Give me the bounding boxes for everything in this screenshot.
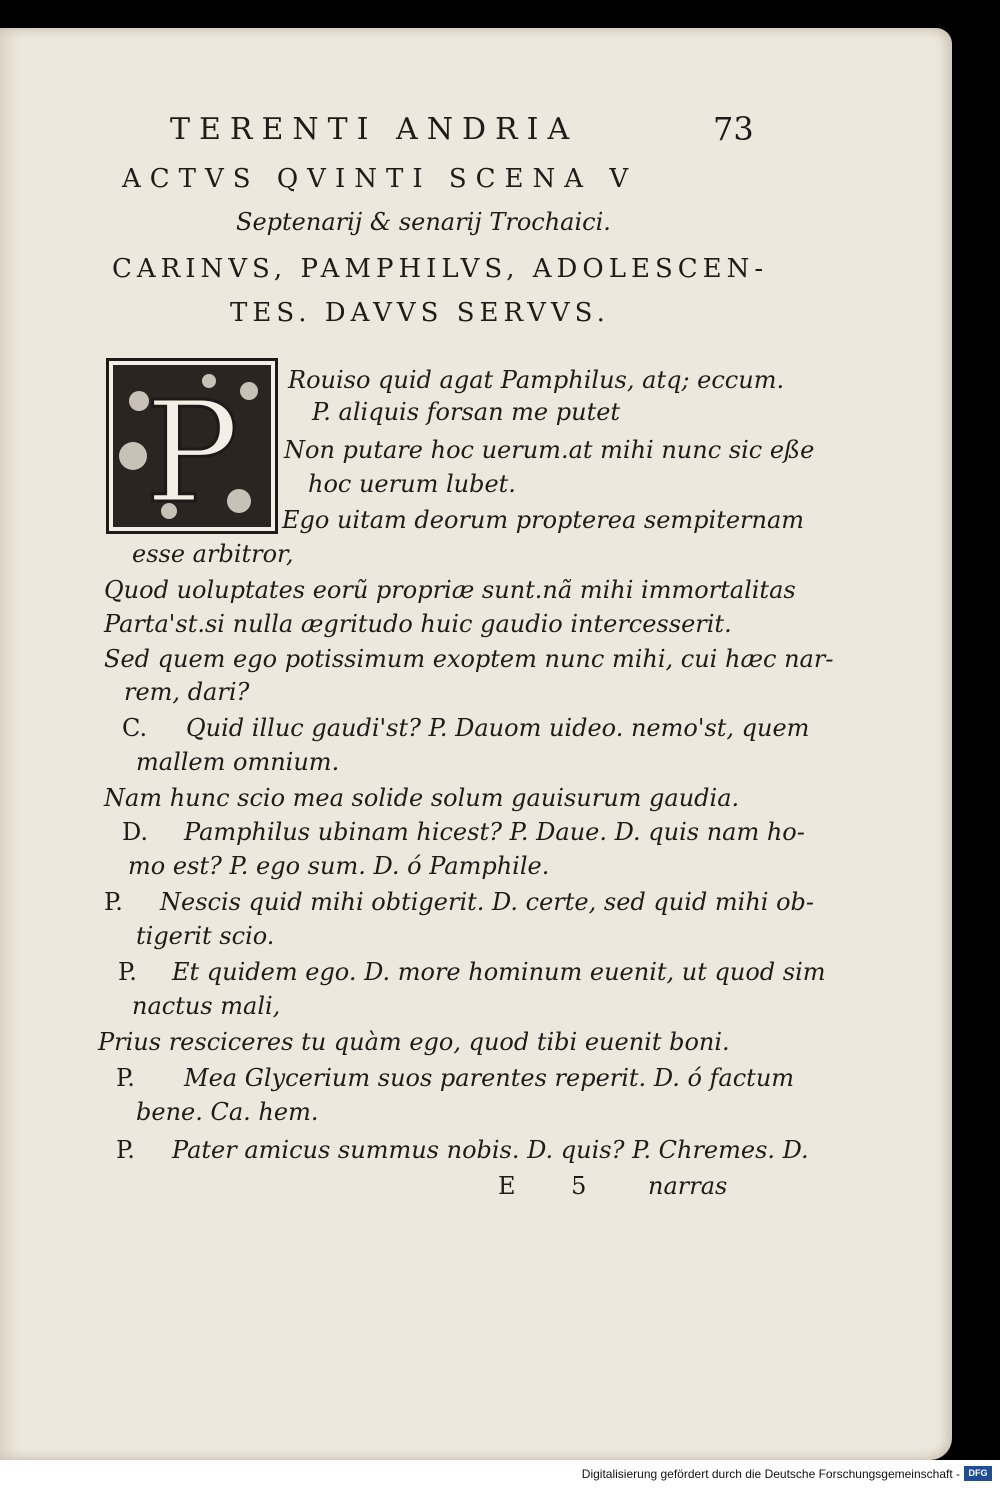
dfg-logo-icon: DFG — [964, 1466, 992, 1481]
text-line: Et quidem ego. D. more hominum euenit, ut quod sim — [172, 958, 826, 986]
speaker-label: P. — [118, 958, 137, 986]
text-line: esse arbitror, — [132, 540, 294, 568]
text-line: Pamphilus ubinam hicest? P. Daue. D. quis nam ho- — [184, 818, 805, 846]
footer-bar — [0, 1460, 1000, 1491]
text-line: Pater amicus summus nobis. D. quis? P. Chremes. D. — [172, 1136, 809, 1164]
book-page — [0, 28, 952, 1460]
catchword: narras — [648, 1172, 728, 1200]
text-line: Non putare hoc uerum.at mihi nunc sic eße — [284, 436, 815, 464]
text-line: Nam hunc scio mea solide solum gauisurum gaudia. — [104, 784, 740, 812]
text-line: hoc uerum lubet. — [308, 470, 516, 498]
act-heading: ACTVS QVINTI SCENA V — [122, 164, 638, 194]
text-line: P. aliquis forsan me putet — [312, 398, 621, 426]
text-line: Parta'st.si nulla ægritudo huic gaudio intercesserit. — [104, 610, 732, 638]
text-line: mallem omnium. — [136, 748, 340, 776]
text-line: Sed quem ego potissimum exoptem nunc mihi, cui hæc nar- — [104, 645, 834, 673]
text-line: rem, dari? — [124, 678, 250, 706]
characters-line-1: CARINVS, PAMPHILVS, ADOLESCEN- — [112, 254, 769, 284]
speaker-label: D. — [122, 818, 149, 846]
text-line: Quid illuc gaudi'st? P. Dauom uideo. nemo'st, quem — [186, 714, 810, 742]
text-line: Ego uitam deorum propterea sempiternam — [282, 506, 805, 534]
text-line: bene. Ca. hem. — [136, 1098, 319, 1126]
funding-notice: Digitalisierung gefördert durch die Deutsche Forschungsgemeinschaft - — [581, 1467, 960, 1481]
speaker-label: P. — [116, 1136, 135, 1164]
speaker-label: P. — [116, 1064, 135, 1092]
text-line: mo est? P. ego sum. D. ó Pamphile. — [128, 852, 550, 880]
decorated-initial — [106, 358, 278, 534]
text-line: tigerit scio. — [136, 922, 275, 950]
text-line: Mea Glycerium suos parentes reperit. D. ó factum — [184, 1064, 795, 1092]
running-title: TERENTI ANDRIA — [170, 112, 579, 147]
text-line: nactus mali, — [132, 992, 281, 1020]
initial-letter: P — [144, 372, 240, 531]
page-number: 73 — [713, 110, 754, 148]
text-line: Nescis quid mihi obtigerit. D. certe, sed quid mihi ob- — [160, 888, 814, 916]
running-header — [170, 110, 754, 148]
speaker-label: C. — [122, 714, 148, 742]
text-line: Quod uoluptates eorũ propriæ sunt.nã mihi immortalitas — [104, 576, 796, 604]
speaker-label: P. — [104, 888, 123, 916]
characters-line-2: TES. DAVVS SERVVS. — [230, 298, 610, 328]
signature-mark: E 5 — [498, 1172, 611, 1200]
text-line: Rouiso quid agat Pamphilus, atq; eccum. — [288, 366, 785, 394]
meter-line: Septenarij & senarij Trochaici. — [236, 208, 611, 236]
text-line: Prius resciceres tu quàm ego, quod tibi euenit boni. — [98, 1028, 730, 1056]
